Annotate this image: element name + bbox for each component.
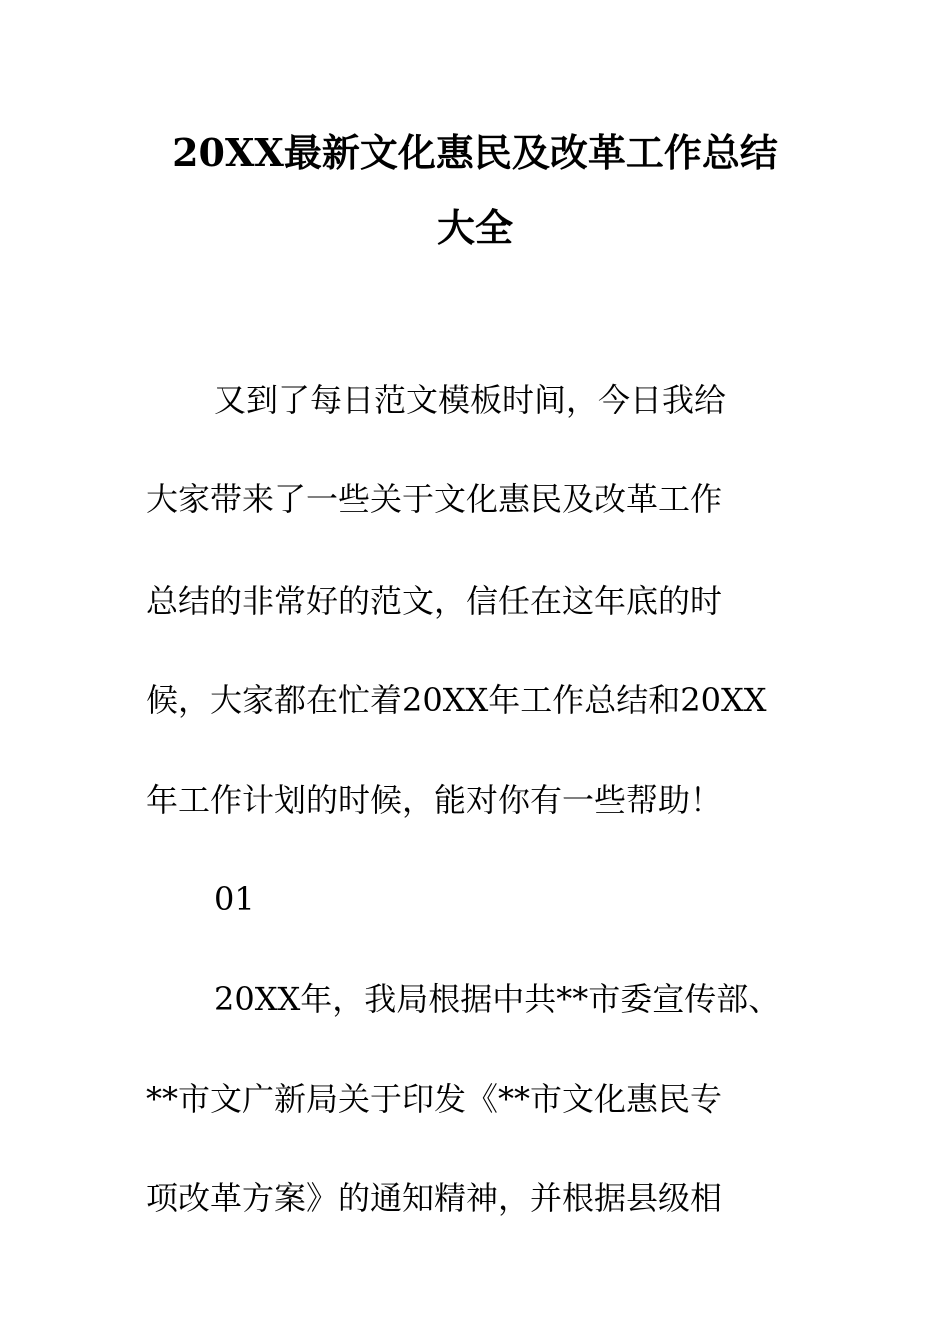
paragraph-1-line-4: 候，大家都在忙着20XX年工作总结和20XX (146, 681, 767, 719)
paragraph-1-line-3: 总结的非常好的范文，信任在这年底的时 (146, 582, 723, 620)
document-title-line-1: 20XX最新文化惠民及改革工作总结 (172, 130, 778, 175)
paragraph-1-line-1: 又到了每日范文模板时间，今日我给 (214, 381, 727, 419)
paragraph-1-line-5: 年工作计划的时候，能对你有一些帮助！ (146, 781, 723, 819)
section-number: 01 (214, 880, 255, 918)
paragraph-2-line-2: **市文广新局关于印发《**市文化惠民专 (146, 1080, 723, 1118)
paragraph-2-line-1: 20XX年，我局根据中共**市委宣传部、 (214, 980, 781, 1018)
document-title-line-2: 大全 (436, 205, 513, 250)
paragraph-1-line-2: 大家带来了一些关于文化惠民及改革工作 (146, 480, 723, 518)
paragraph-2-line-3: 项改革方案》的通知精神，并根据县级相 (146, 1179, 723, 1217)
